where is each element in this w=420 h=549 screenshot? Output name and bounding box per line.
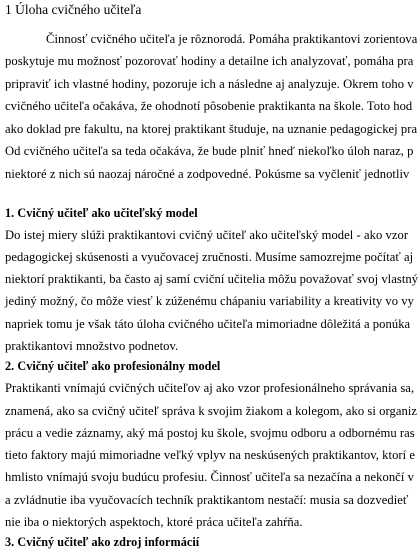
section-line: hmlisto vnímajú svoju budúcu profesiu. Činnosť učiteľa sa nezačína a nekončí v <box>5 470 414 484</box>
intro-line: poskytuje mu možnosť pozorovať hodiny a detailne ich analyzovať, pomáha pra <box>5 54 414 68</box>
section-heading: 1. Cvičný učiteľ ako učiteľský model <box>5 206 198 220</box>
intro-line: pripraviť ich vlastné hodiny, pozoruje ich a následne aj analyzuje. Okrem toho v <box>5 77 414 91</box>
intro-line: Činnosť cvičného učiteľa je rôznorodá. Pomáha praktikantovi zorientova <box>46 32 418 46</box>
section-line: nie iba o niektorých aspektoch, ktoré práca učiteľa zahŕňa. <box>5 515 303 529</box>
section-line: pedagogickej skúsenosti a vyučovacej zručnosti. Musíme samozrejme počítať aj <box>5 250 414 264</box>
section-line: znamená, ako sa cvičný učiteľ správa k svojim žiakom a kolegom, ako si organiz <box>5 404 418 418</box>
intro-line: ako doklad pre fakultu, na ktorej praktikant študuje, na uznanie pedagogickej pra <box>5 122 418 136</box>
section-heading: 2. Cvičný učiteľ ako profesionálny model <box>5 359 221 373</box>
section-line: napriek tomu je však táto úloha cvičného učiteľa mimoriadne dôležitá a ponúka <box>5 317 411 331</box>
section-line: jediný možný, čo môže viesť k zúženému chápaniu variability a kreativity vo vy <box>5 294 415 308</box>
document-title: 1 Úloha cvičného učiteľa <box>5 2 142 17</box>
intro-line: Od cvičného učiteľa sa teda očakáva, že bude plniť hneď niekoľko úloh naraz, p <box>5 144 414 158</box>
section-line: prácu a vedie záznamy, aký má postoj ku škole, svojmu odboru a odbornému ras <box>5 426 415 440</box>
intro-line: niektoré z nich sú naozaj náročné a zodpovedné. Pokúsme sa vyčleniť jednotliv <box>5 167 410 181</box>
section-line: a zvládnutie iba vyučovacích techník praktikantom nestačí: musia sa dozvedieť <box>5 493 409 507</box>
section-line: Praktikanti vnímajú cvičných učiteľov aj ako vzor profesionálneho správania sa, <box>5 381 415 395</box>
intro-line: cvičného učiteľa očakáva, že ohodnotí pôsobenie praktikanta na škole. Toto hod <box>5 99 413 113</box>
section-line: praktikantovi množstvo podnetov. <box>5 339 179 353</box>
section-line: Do istej miery slúži praktikantovi cvičný učiteľ ako učiteľský model - ako vzor <box>5 228 409 242</box>
section-line: tieto faktory majú mimoriadne veľký vplyv na neskúsených praktikantov, ktorí e <box>5 448 416 462</box>
section-heading: 3. Cvičný učiteľ ako zdroj informácií <box>5 535 200 549</box>
section-line: niektorí praktikanti, ba často aj samí cviční učitelia môžu považovať svoj vlastný <box>5 272 419 286</box>
